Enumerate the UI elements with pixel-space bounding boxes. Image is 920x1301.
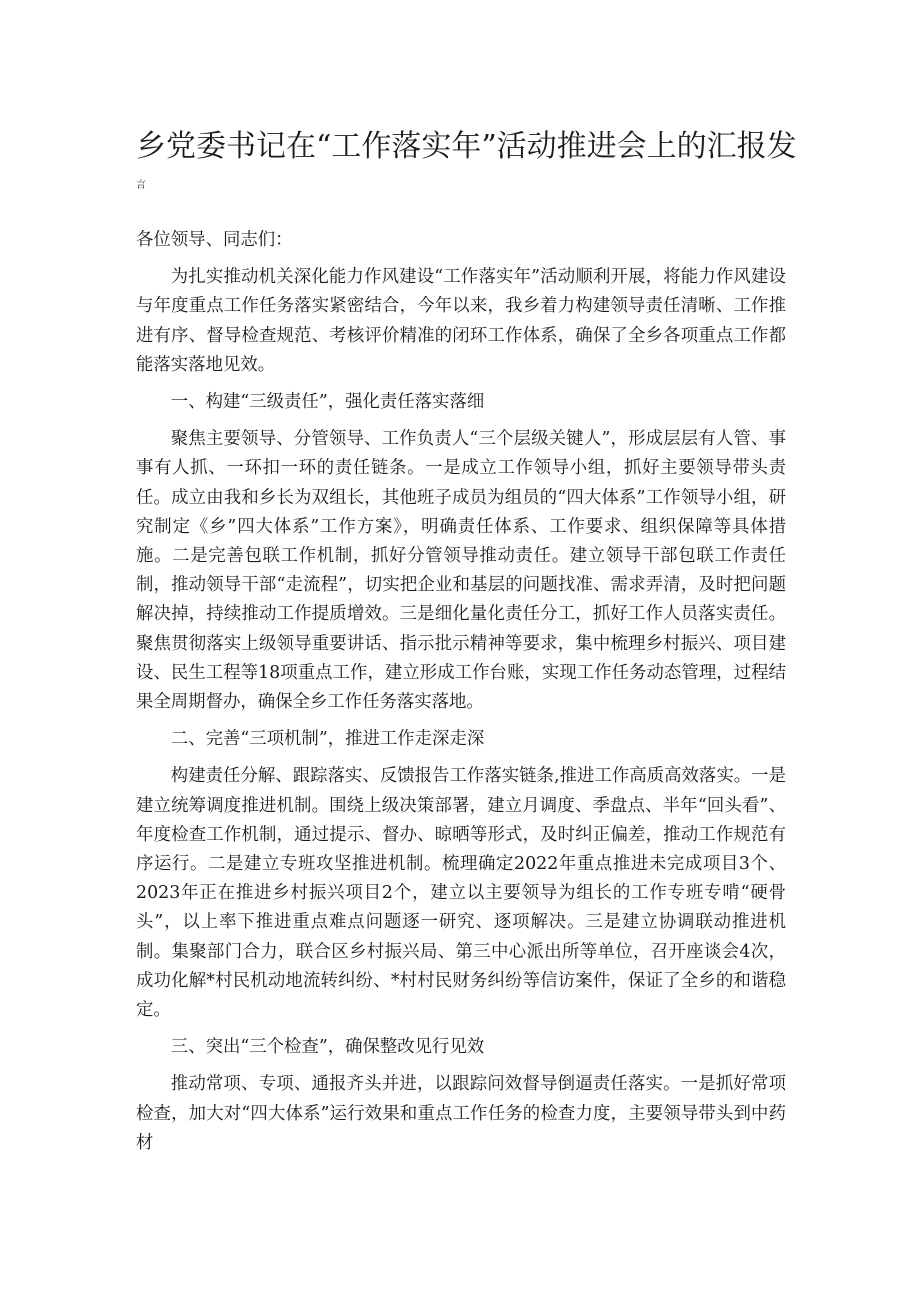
section-3-body: 推动常项、专项、通报齐头并进，以跟踪问效督导倒逼责任落实。一是抓好常项检查，加大对“四大体系”运行效果和重点工作任务的检查力度，主要领导带头到中药材 [136,1074,786,1153]
section-2-heading: 二、完善“三项机制”，推进工作走深走深 [170,729,485,750]
document-title: 乡党委书记在“工作落实年”活动推进会上的汇报发 [136,129,797,164]
document-title-tail: 言 [136,180,146,191]
section-2-body: 构建责任分解、跟踪落实、反馈报告工作落实链条,推进工作高质高效落实。一是建立统筹调度推进机制。围绕上级决策部署，建立月调度、季盘点、半年“回头看”、年度检查工作机制，通过提示、督办、晾晒等形式，及时纠正偏差，推动工作规范有序运行。二是建立专班攻坚推进机制。梳理确定2022年重点推进未完成项目3个、2023年正在推进乡村振兴项目2个，建立以主要领导为组长的工作专班专啃“硬骨头”，以上率下推进重点难点问题逐一研究、逐项解决。三是建立协调联动推进机制。集聚部门合力，联合区乡村振兴局、第三中心派出所等单位，召开座谈会4次，成功化解*村民机动地流转纠纷、*村村民财务纠纷等信访案件，保证了全乡的和谐稳定。 [136,766,786,1021]
intro-paragraph: 为扎实推动机关深化能力作风建设“工作落实年”活动顺利开展，将能力作风建设与年度重点工作任务落实紧密结合，今年以来，我乡着力构建领导责任清晰、工作推进有序、督导检查规范、考核评价精准的闭环工作体系，确保了全乡各项重点工作都能落实落地见效。 [136,267,786,375]
section-1-body: 聚焦主要领导、分管领导、工作负责人“三个层级关键人”，形成层层有人管、事事有人抓、一环扣一环的责任链条。一是成立工作领导小组，抓好主要领导带头责任。成立由我和乡长为双组长，其他班子成员为组员的“四大体系”工作领导小组，研究制定《乡”四大体系”工作方案》，明确责任体系、工作要求、组织保障等具体措施。二是完善包联工作机制，抓好分管领导推动责任。建立领导干部包联工作责任制，推动领导干部“走流程”，切实把企业和基层的问题找准、需求弄清，及时把问题解决掉，持续推动工作提质增效。三是细化量化责任分工，抓好工作人员落实责任。聚焦贯彻落实上级领导重要讲话、指示批示精神等要求，集中梳理乡村振兴、项目建设、民生工程等18项重点工作，建立形成工作台账，实现工作任务动态管理，过程结果全周期督办，确保全乡工作任务落实落地。 [136,429,786,713]
salutation: 各位领导、同志们： [136,230,293,250]
document-body [136,226,786,1166]
section-1-heading: 一、构建“三级责任”，强化责任落实落细 [170,392,485,413]
section-3-heading: 三、突出“三个检查”，确保整改见行见效 [170,1037,485,1058]
